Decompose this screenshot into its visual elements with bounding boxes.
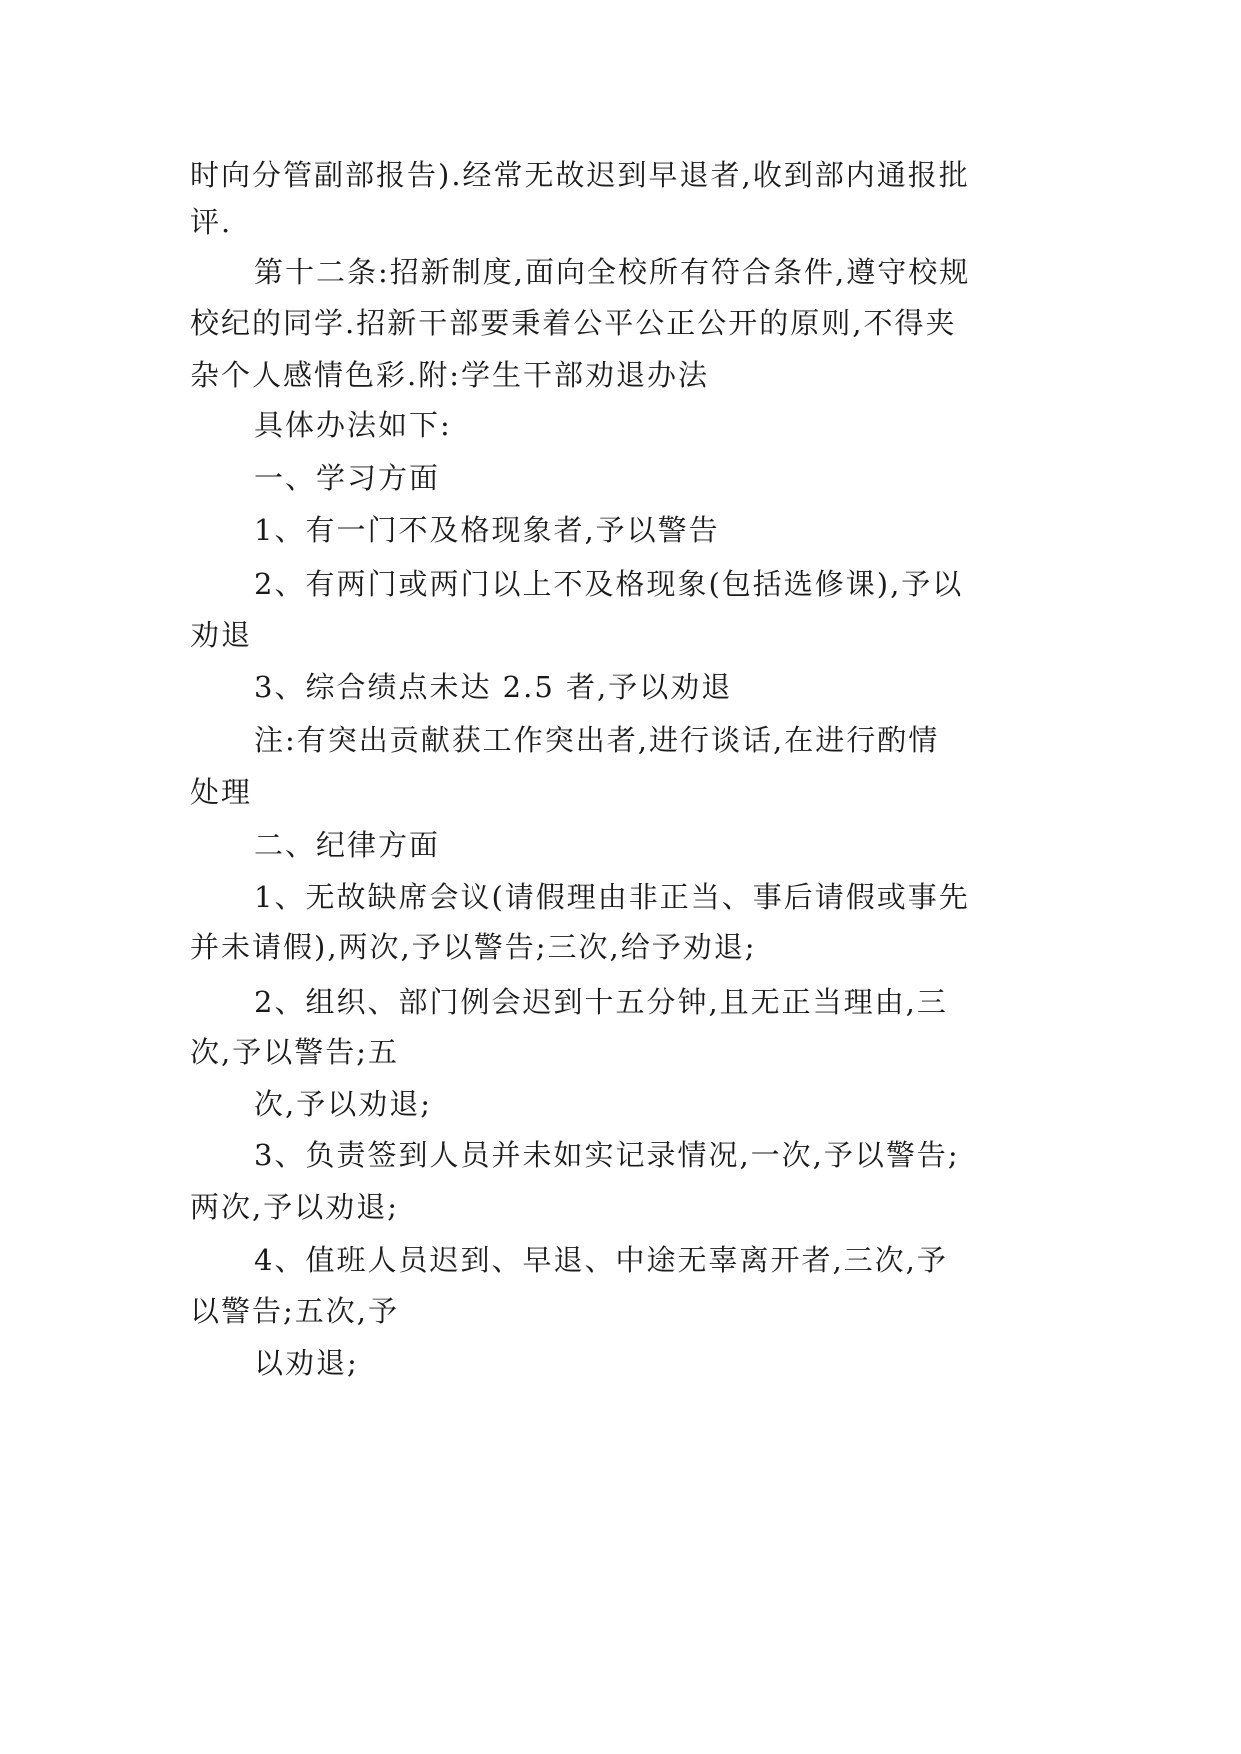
body-line: 评.	[190, 205, 233, 239]
body-line: 4、值班人员迟到、早退、中途无辜离开者,三次,予	[254, 1243, 948, 1277]
body-line: 1、有一门不及格现象者,予以警告	[254, 513, 720, 547]
body-line: 以警告;五次,予	[190, 1294, 399, 1328]
body-line: 次,予以劝退;	[254, 1087, 432, 1121]
body-line: 时向分管副部报告).经常无故迟到早退者,收到部内通报批	[190, 158, 970, 192]
body-line: 两次,予以劝退;	[190, 1190, 399, 1224]
body-line: 2、组织、部门例会迟到十五分钟,且无正当理由,三	[254, 985, 948, 1019]
body-line: 校纪的同学.招新干部要秉着公平公正公开的原则,不得夹	[190, 306, 957, 340]
body-line: 具体办法如下:	[254, 408, 452, 442]
body-line: 并未请假),两次,予以警告;三次,给予劝退;	[190, 930, 757, 964]
body-line: 2、有两门或两门以上不及格现象(包括选修课),予以	[254, 567, 964, 601]
body-line: 处理	[190, 775, 253, 809]
body-line: 杂个人感情色彩.附:学生干部劝退办法	[190, 358, 709, 392]
body-line: 3、综合绩点未达 2.5 者,予以劝退	[254, 670, 733, 704]
section-heading: 一、学习方面	[254, 461, 441, 495]
body-line: 劝退	[190, 618, 253, 652]
section-heading: 二、纪律方面	[254, 828, 441, 862]
body-line: 3、负责签到人员并未如实记录情况,一次,予以警告;	[254, 1138, 960, 1172]
body-line: 注:有突出贡献获工作突出者,进行谈话,在进行酌情	[254, 723, 940, 757]
body-line: 次,予以警告;五	[190, 1035, 399, 1069]
body-line: 第十二条:招新制度,面向全校所有符合条件,遵守校规	[254, 255, 971, 289]
body-line: 以劝退;	[254, 1346, 359, 1380]
body-line: 1、无故缺席会议(请假理由非正当、事后请假或事先	[254, 880, 970, 914]
